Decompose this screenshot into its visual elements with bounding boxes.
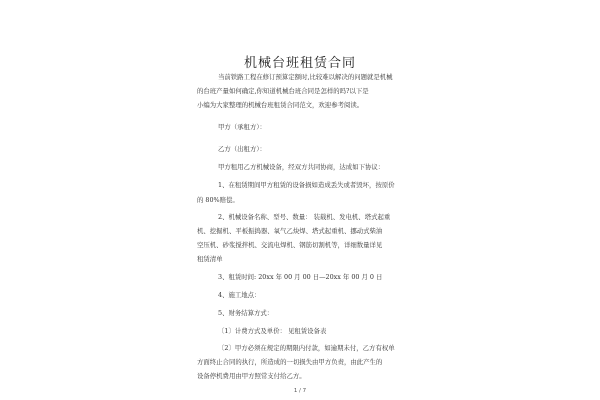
clause-2-line-1: 2、机械设备名称、型号、数量： 装载机、发电机、塔式起重 — [218, 213, 391, 221]
clause-2-line-2: 机、挖掘机、平板振捣器、氧气乙炔焊、塔式起重机、挪动式柴油 — [197, 227, 383, 235]
sub-clause-1: 〔1〕计费方式及单价： 见租赁设备表 — [218, 327, 327, 335]
document-title: 机械台班租赁合同 — [243, 56, 356, 71]
page-number: 1 / 7 — [293, 388, 307, 394]
clause-2-line-4: 租赁清单 — [197, 255, 223, 263]
clause-1-line-2: 的 80%赔偿。 — [197, 196, 239, 204]
intro-line-3: 小编为大家整理的机械台班租赁合同范文，欢迎参考阅读。 — [197, 101, 364, 109]
sub-clause-2-line-1: 〔2〕甲方必须在规定的期限内付款，如逾期未付，乙方有权单 — [218, 344, 395, 352]
intro-line-2: 的台班产量如何确定,你知道机械台班合同是怎样的吗?以下是 — [197, 87, 369, 95]
clause-5: 5、财务结算方式： — [218, 309, 274, 317]
clause-2-line-3: 空压机、砂浆搅拌机、交流电焊机、钢筋切割机等，详细数量详见 — [197, 241, 383, 249]
clause-1-line-1: 1、在租赁期间甲方租赁的设备损如造成丢失或者毁坏，按原价 — [218, 181, 395, 189]
agreement-text: 甲方租用乙方机械设备，经双方共同协商，达成如下协议： — [218, 163, 385, 171]
party-b-label: 乙方（出租方）： — [218, 145, 266, 153]
party-a-label: 甲方（承租方）： — [218, 123, 266, 131]
sub-clause-2-line-3: 设备停机费用由甲方照常支付给乙方。 — [197, 372, 306, 380]
clause-4: 4、施工地点： — [218, 291, 261, 299]
clause-3: 3、租赁时间: 20xx 年 00 月 00 日—20xx 年 00 月 0 日 — [218, 273, 383, 281]
sub-clause-2-line-2: 方面终止合同的执行，所造成的一切损失由甲方负责，由此产生的 — [197, 358, 383, 366]
intro-line-1: 当前铁路工程在修订预算定额时,比较难以解决的问题就是机械 — [218, 73, 393, 81]
